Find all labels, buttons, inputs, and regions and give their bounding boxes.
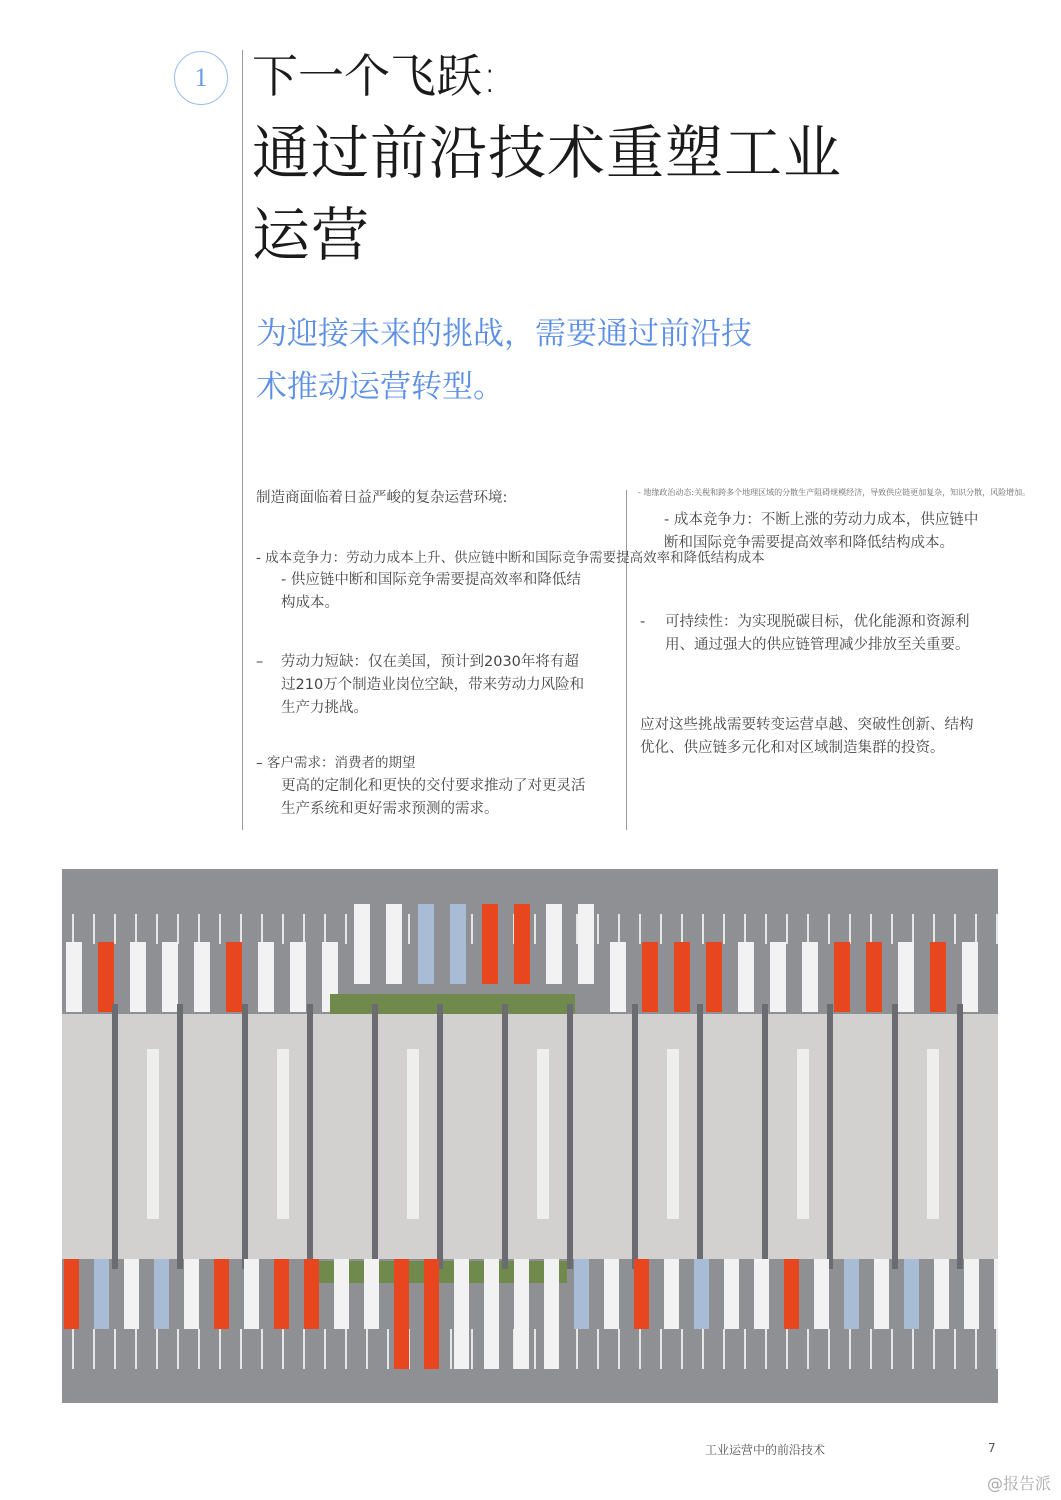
page-number: 7: [988, 1441, 996, 1455]
parking-line: [261, 1329, 263, 1369]
truck: [994, 1259, 998, 1329]
truck: [930, 942, 946, 1012]
truck: [784, 1259, 799, 1329]
parking-line: [765, 1329, 767, 1369]
truck: [962, 942, 978, 1012]
parking-line: [744, 914, 746, 944]
parking-line: [240, 914, 242, 944]
right-item2-dash: -: [640, 614, 646, 630]
truck: [578, 904, 594, 984]
truck: [738, 942, 754, 1012]
parking-line: [954, 914, 956, 944]
parking-line: [807, 1329, 809, 1369]
parking-line: [975, 914, 977, 944]
parking-line: [387, 1329, 389, 1369]
truck: [874, 1259, 889, 1329]
parking-line: [534, 914, 536, 944]
parking-line: [576, 914, 578, 944]
truck: [604, 1259, 619, 1329]
parking-line: [261, 914, 263, 944]
parking-line: [303, 914, 305, 944]
truss: [762, 1004, 768, 1269]
parking-line: [660, 1329, 662, 1369]
truck: [754, 1259, 769, 1329]
left-item2-dash: –: [256, 654, 264, 670]
parking-line: [996, 1329, 998, 1369]
parking-line: [597, 914, 599, 944]
green-roof: [330, 994, 575, 1014]
parking-line: [72, 914, 74, 944]
parking-line: [786, 914, 788, 944]
truck: [724, 1259, 739, 1329]
truck: [424, 1259, 439, 1369]
parking-line: [828, 914, 830, 944]
truck: [418, 904, 434, 984]
left-item3-body: 更高的定制化和更快的交付要求推动了对更灵活生产系统和更好需求预测的需求。: [281, 778, 586, 817]
truck: [184, 1259, 199, 1329]
parking-line: [891, 914, 893, 944]
truck: [66, 942, 82, 1012]
truss: [827, 1004, 833, 1269]
parking-line: [198, 914, 200, 944]
column-divider: [242, 50, 243, 830]
parking-line: [93, 1329, 95, 1369]
page-title-line1: 下一个飞跃:: [252, 49, 498, 103]
truss: [177, 1004, 183, 1269]
truck: [124, 1259, 139, 1329]
truck: [364, 1259, 379, 1329]
parking-line: [807, 914, 809, 944]
parking-line: [954, 1329, 956, 1369]
truck: [258, 942, 274, 1012]
truss: [437, 1004, 443, 1269]
parking-line: [870, 914, 872, 944]
truck: [642, 942, 658, 1012]
left-item2: 劳动力短缺：仅在美国，预计到2030年将有超过210万个制造业岗位空缺，带来劳动力风险和生产力挑战。: [281, 654, 585, 716]
truck: [98, 942, 114, 1012]
parking-line: [345, 1329, 347, 1369]
truss: [372, 1004, 378, 1269]
parking-line: [891, 1329, 893, 1369]
truck: [898, 942, 914, 1012]
truck: [484, 1259, 499, 1369]
parking-line: [534, 1329, 536, 1369]
parking-line: [282, 1329, 284, 1369]
parking-line: [933, 914, 935, 944]
parking-line: [471, 914, 473, 944]
parking-line: [135, 914, 137, 944]
truss: [892, 1004, 898, 1269]
truck: [514, 1259, 529, 1369]
left-overlap-line: - 成本竞争力：劳动力成本上升、供应链中断和国际竞争需要提高效率和降低结构成本: [256, 550, 765, 566]
parking-line: [597, 1329, 599, 1369]
footer-title: 工业运营中的前沿技术: [705, 1443, 826, 1457]
truck: [904, 1259, 919, 1329]
parking-line: [975, 1329, 977, 1369]
truss: [697, 1004, 703, 1269]
truck: [802, 942, 818, 1012]
parking-line: [639, 914, 641, 944]
watermark: @报告派: [986, 1474, 1051, 1493]
parking-line: [366, 1329, 368, 1369]
truss: [112, 1004, 118, 1269]
chapter-number-badge: 1: [174, 51, 228, 105]
truck: [482, 904, 498, 984]
parking-line: [177, 914, 179, 944]
parking-line: [345, 914, 347, 944]
parking-line: [765, 914, 767, 944]
parking-line: [219, 1329, 221, 1369]
parking-line: [618, 1329, 620, 1369]
page-title-line2: 通过前沿技术重塑工业运营: [252, 119, 843, 269]
truck: [214, 1259, 229, 1329]
parking-line: [849, 914, 851, 944]
truck: [866, 942, 882, 1012]
truck: [454, 1259, 469, 1369]
parking-line: [702, 1329, 704, 1369]
parking-line: [450, 1329, 452, 1369]
skylight: [927, 1049, 939, 1219]
parking-line: [93, 914, 95, 944]
page-subtitle: 为迎接未来的挑战，需要通过前沿技术推动运营转型。: [256, 316, 752, 405]
parking-line: [303, 1329, 305, 1369]
left-intro: 制造商面临着日益严峻的复杂运营环境:: [256, 490, 508, 506]
truck: [94, 1259, 109, 1329]
truck: [226, 942, 242, 1012]
parking-line: [912, 1329, 914, 1369]
parking-line: [282, 914, 284, 944]
truck: [844, 1259, 859, 1329]
parking-line: [135, 1329, 137, 1369]
warehouse-roof: [62, 1014, 998, 1259]
truss: [307, 1004, 313, 1269]
truck: [664, 1259, 679, 1329]
truck: [450, 904, 466, 984]
truck: [514, 904, 530, 984]
parking-line: [198, 1329, 200, 1369]
parking-line: [786, 1329, 788, 1369]
parking-line: [471, 1329, 473, 1369]
truck: [770, 942, 786, 1012]
skylight: [147, 1049, 159, 1219]
truck: [290, 942, 306, 1012]
truck: [544, 1259, 559, 1369]
parking-line: [849, 1329, 851, 1369]
truck: [934, 1259, 949, 1329]
parking-line: [618, 914, 620, 944]
parking-line: [996, 914, 998, 944]
truck: [154, 1259, 169, 1329]
parking-line: [639, 1329, 641, 1369]
truck: [162, 942, 178, 1012]
truck: [834, 942, 850, 1012]
truss: [957, 1004, 963, 1269]
left-item1-cont: - 供应链中断和国际竞争需要提高效率和降低结构成本。: [281, 572, 581, 611]
truck: [354, 904, 370, 984]
parking-line: [240, 1329, 242, 1369]
truck: [814, 1259, 829, 1329]
truck: [334, 1259, 349, 1329]
parking-line: [114, 1329, 116, 1369]
skylight: [797, 1049, 809, 1219]
parking-line: [870, 1329, 872, 1369]
truck: [386, 904, 402, 984]
parking-line: [156, 1329, 158, 1369]
warehouse-aerial-photo: [62, 869, 998, 1403]
parking-line: [723, 914, 725, 944]
truck: [130, 942, 146, 1012]
right-item1: - 成本竞争力：不断上涨的劳动力成本，供应链中断和国际竞争需要提高效率和降低结构成本。: [664, 512, 979, 551]
right-conclusion: 应对这些挑战需要转变运营卓越、突破性创新、结构优化、供应链多元化和对区域制造集群的投资。: [640, 717, 974, 756]
right-item2: 可持续性：为实现脱碳目标，优化能源和资源利用、通过强大的供应链管理减少排放至关重要。: [665, 614, 970, 653]
truck: [394, 1259, 409, 1369]
truck: [546, 904, 562, 984]
truck: [694, 1259, 709, 1329]
truck: [634, 1259, 649, 1329]
column-divider-2: [626, 490, 627, 830]
parking-line: [828, 1329, 830, 1369]
skylight: [667, 1049, 679, 1219]
truck: [610, 942, 626, 1012]
parking-line: [681, 1329, 683, 1369]
truck: [706, 942, 722, 1012]
parking-line: [744, 1329, 746, 1369]
parking-line: [912, 914, 914, 944]
truss: [242, 1004, 248, 1269]
skylight: [277, 1049, 289, 1219]
parking-line: [177, 1329, 179, 1369]
truck: [674, 942, 690, 1012]
truck: [194, 942, 210, 1012]
truck: [304, 1259, 319, 1329]
right-tiny-note: - 地缘政治动态:关税和跨多个地理区域的分散生产阻碍规模经济，导致供应链更加复杂，知识分散，风险增加。: [638, 488, 1031, 497]
left-item3-head: – 客户需求：消费者的期望: [256, 755, 416, 771]
parking-line: [660, 914, 662, 944]
parking-line: [324, 1329, 326, 1369]
truss: [502, 1004, 508, 1269]
parking-line: [72, 1329, 74, 1369]
parking-line: [576, 1329, 578, 1369]
truck: [964, 1259, 979, 1329]
parking-line: [723, 1329, 725, 1369]
truss: [632, 1004, 638, 1269]
skylight: [407, 1049, 419, 1219]
parking-line: [324, 914, 326, 944]
parking-line: [933, 1329, 935, 1369]
parking-line: [702, 914, 704, 944]
warehouse-illustration: [62, 869, 998, 1403]
parking-line: [681, 914, 683, 944]
truck: [244, 1259, 259, 1329]
parking-line: [408, 914, 410, 944]
parking-line: [219, 914, 221, 944]
parking-line: [156, 914, 158, 944]
truck: [274, 1259, 289, 1329]
truss: [567, 1004, 573, 1269]
skylight: [537, 1049, 549, 1219]
truck: [574, 1259, 589, 1329]
parking-line: [114, 914, 116, 944]
truck: [64, 1259, 79, 1329]
